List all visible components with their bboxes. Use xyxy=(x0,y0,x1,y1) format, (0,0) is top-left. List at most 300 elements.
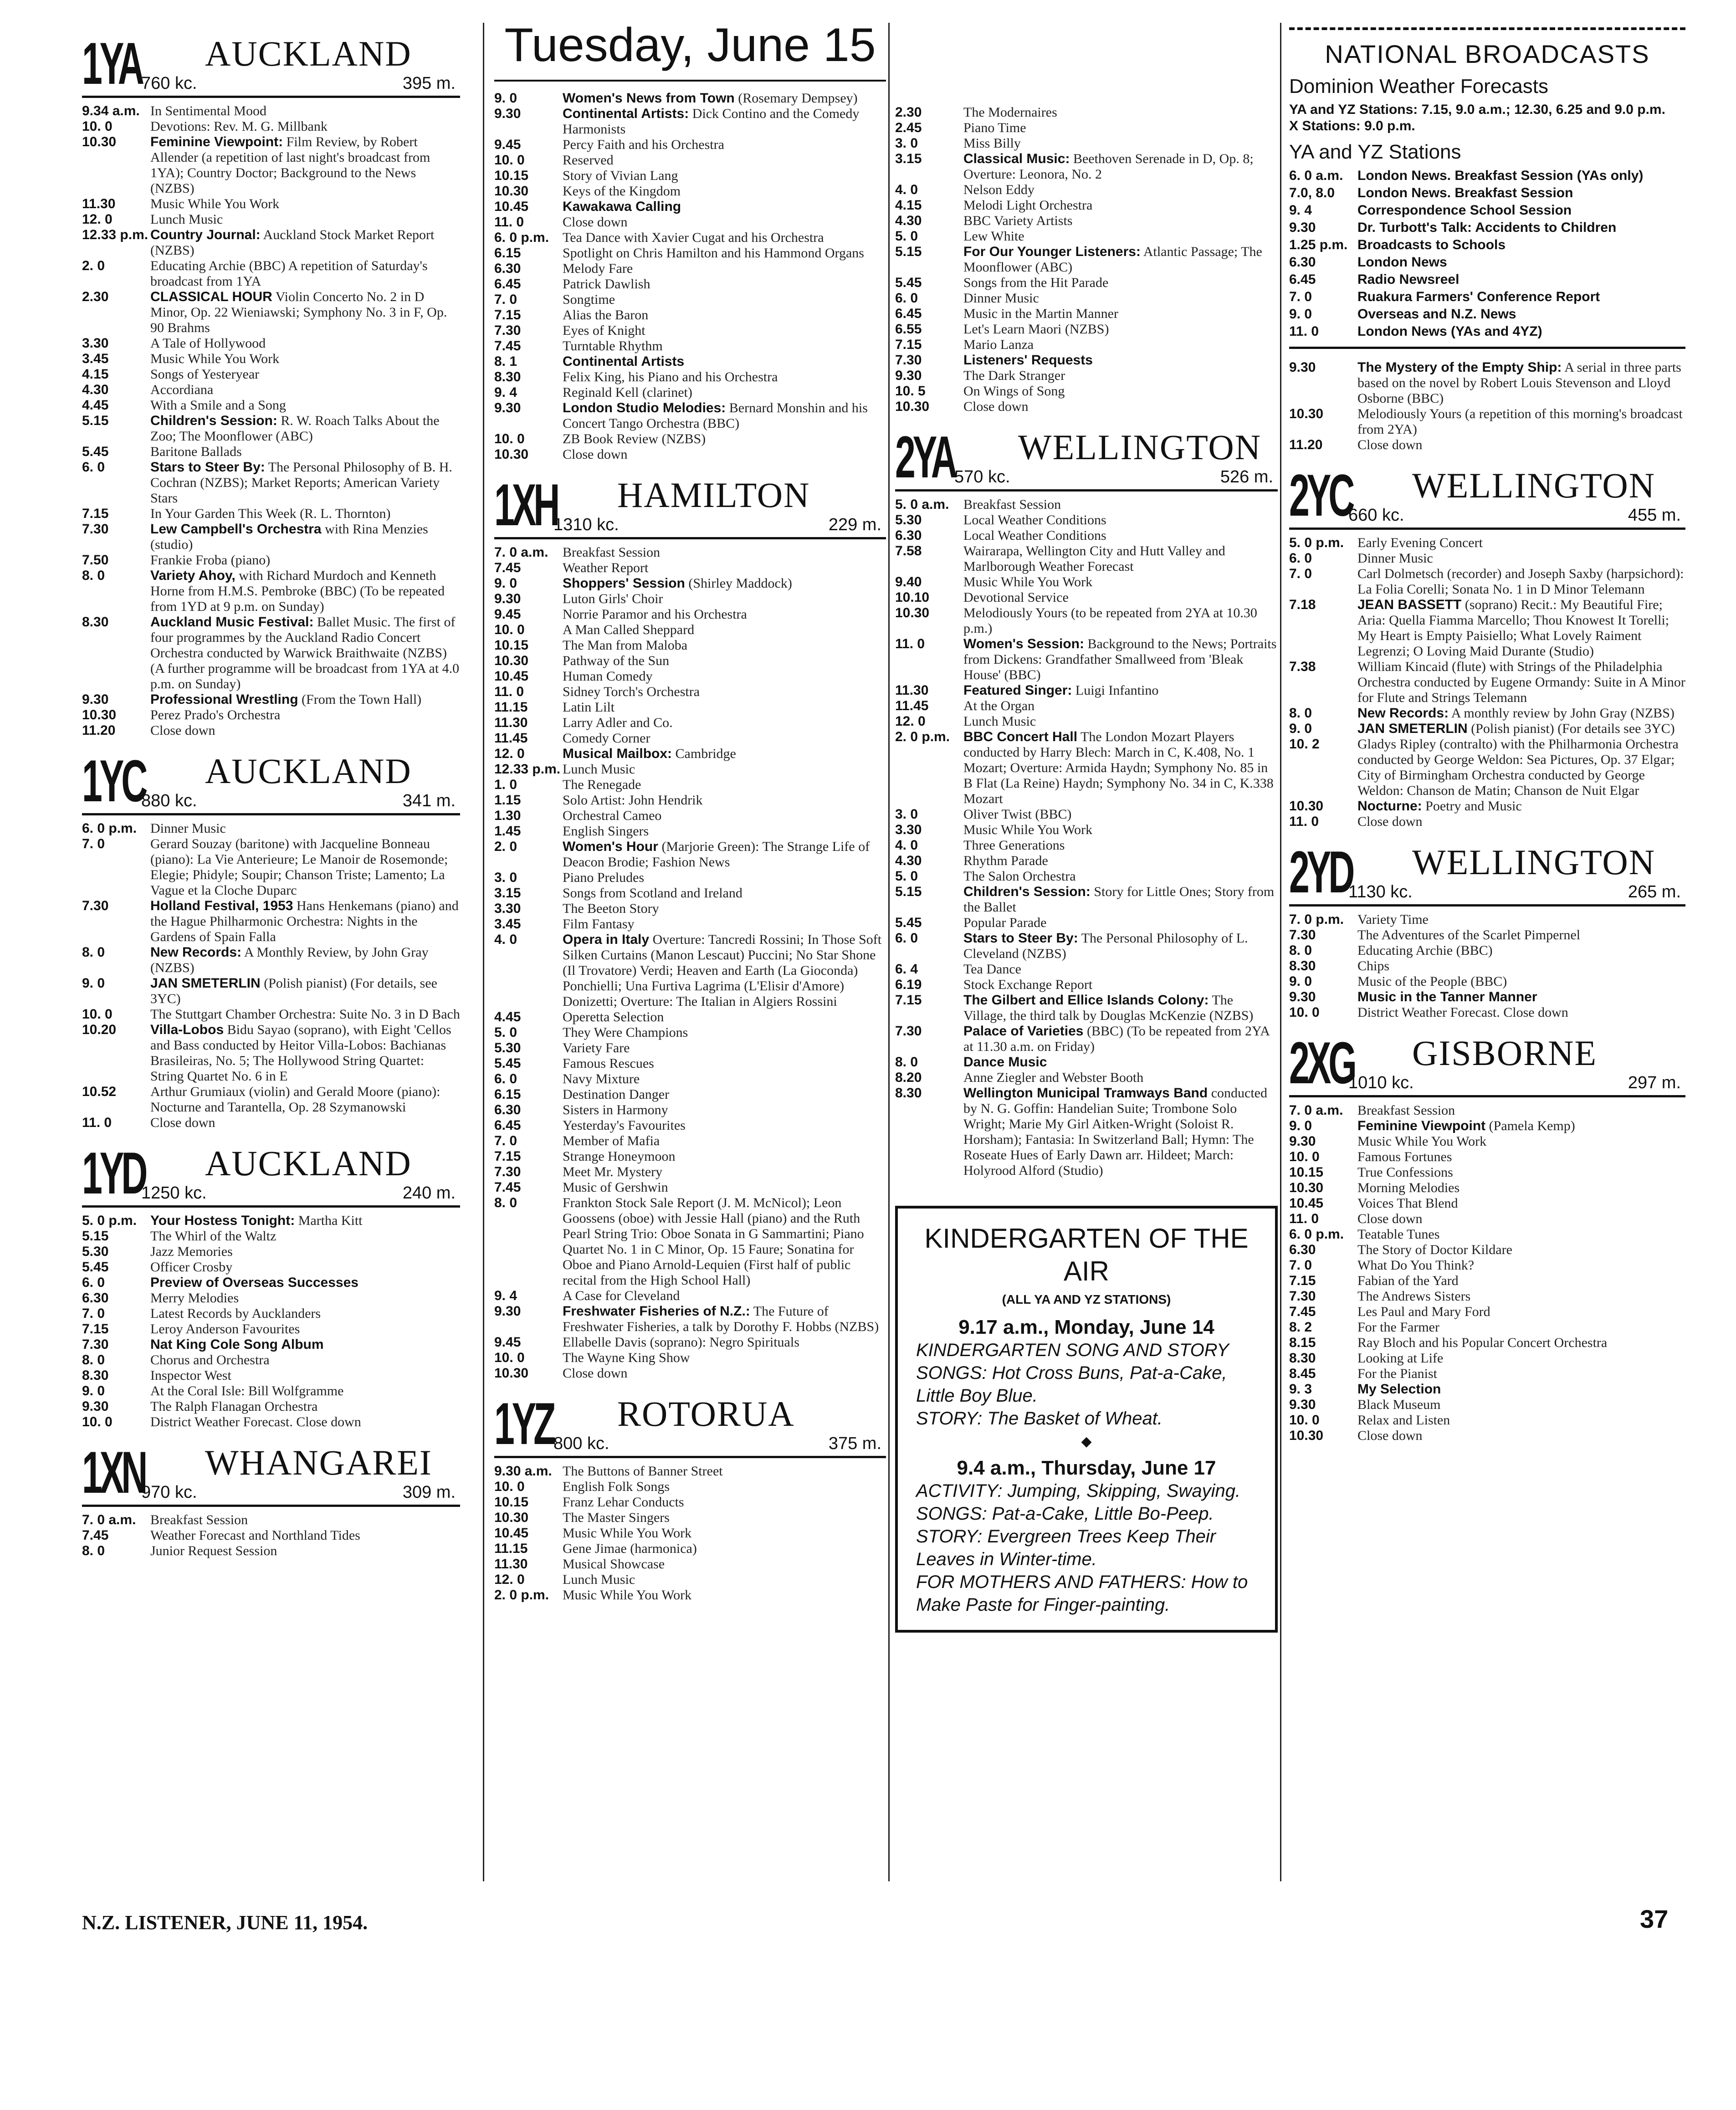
programme-details: (Shirley Maddock) xyxy=(688,576,792,591)
programme-details: The Andrews Sisters xyxy=(1357,1289,1471,1304)
programme-title: Villa-Lobos xyxy=(150,1022,224,1037)
programme-row xyxy=(895,151,1278,182)
programme-body xyxy=(963,1055,1278,1070)
programme-time: 7.45 xyxy=(494,338,521,353)
station-wavelength: 395 m. xyxy=(402,74,456,93)
programme-body xyxy=(1357,1413,1685,1428)
national-time: 7. 0 xyxy=(1289,289,1312,304)
programme-row xyxy=(494,338,886,354)
programme-details: Close down xyxy=(1357,437,1423,452)
programme-details: Breakfast Session xyxy=(963,497,1061,512)
programme-body xyxy=(563,385,886,400)
programme-body xyxy=(150,723,460,738)
programme-body xyxy=(563,560,886,576)
programme-row xyxy=(494,153,886,168)
programme-title: My Selection xyxy=(1357,1382,1441,1397)
programme-details: English Folk Songs xyxy=(563,1479,670,1494)
programme-details: The Stuttgart Chamber Orchestra: Suite No. 3 in D Bach xyxy=(150,1007,460,1022)
programme-time: 10. 0 xyxy=(82,1007,113,1022)
programme-row xyxy=(494,1164,886,1180)
programme-row xyxy=(82,723,460,738)
programme-time: 3. 0 xyxy=(895,807,918,822)
programme-body xyxy=(563,638,886,653)
national-desc: Correspondence School Session xyxy=(1357,203,1572,218)
programme-time: 1.45 xyxy=(494,824,521,839)
programme-time: 7.45 xyxy=(494,1180,521,1195)
programme-details: Breakfast Session xyxy=(150,1512,248,1527)
programme-body xyxy=(1357,1258,1685,1273)
programme-time: 6.45 xyxy=(895,306,922,321)
programme-row xyxy=(1289,406,1685,437)
programme-details: with Rina Menzies (studio) xyxy=(150,522,428,552)
programme-row xyxy=(82,1414,460,1430)
programme-time: 9. 0 xyxy=(494,91,517,106)
programme-body xyxy=(563,277,886,292)
station-callsign: 1XH xyxy=(494,471,558,538)
programme-row xyxy=(494,385,886,400)
programme-row xyxy=(1289,1196,1685,1211)
station-callsign: 2YC xyxy=(1289,462,1352,528)
column-rule xyxy=(483,23,484,1881)
programme-row xyxy=(895,1070,1278,1086)
programme-title: Stars to Steer By: xyxy=(150,460,265,475)
programme-body xyxy=(563,762,886,777)
programme-details: The Adventures of the Scarlet Pimpernel xyxy=(1357,927,1581,942)
programme-body xyxy=(563,106,886,137)
programme-body xyxy=(563,545,886,560)
station-frequency: 800 kc. xyxy=(553,1434,609,1453)
programme-time: 9.30 xyxy=(895,368,922,383)
programme-body xyxy=(1357,1005,1685,1020)
programme-body xyxy=(563,839,886,870)
programme-details: Comedy Corner xyxy=(563,731,650,746)
station-header xyxy=(1289,1031,1685,1097)
programme-row xyxy=(494,1056,886,1071)
programme-body xyxy=(150,119,460,134)
station-header xyxy=(82,1142,460,1208)
programme-row xyxy=(82,568,460,615)
programme-body xyxy=(1357,1351,1685,1366)
programme-time: 8. 0 xyxy=(895,1055,918,1070)
programme-details: Rhythm Parade xyxy=(963,853,1048,868)
programme-body xyxy=(1357,1242,1685,1258)
programme-title: Nat King Cole Song Album xyxy=(150,1337,324,1352)
programme-title: Listeners' Requests xyxy=(963,353,1093,368)
programme-details: A monthly review by John Gray (NZBS) xyxy=(1451,706,1675,721)
programme-row xyxy=(82,258,460,289)
diamond-icon: ◆ xyxy=(1081,1434,1092,1449)
programme-body xyxy=(150,1213,460,1229)
weather-line: YA and YZ Stations: 7.15, 9.0 a.m.; 12.30, 6.25 and 9.0 p.m. xyxy=(1289,102,1665,117)
programme-time: 11.30 xyxy=(895,683,929,698)
programme-details: Fabian of the Yard xyxy=(1357,1273,1459,1288)
programme-time: 8.45 xyxy=(1289,1366,1316,1381)
programme-body xyxy=(150,444,460,460)
programme-time: 7.30 xyxy=(82,1337,109,1352)
programme-body xyxy=(1357,1428,1685,1444)
programme-row xyxy=(1289,1397,1685,1413)
programme-row xyxy=(82,336,460,351)
programme-row xyxy=(494,886,886,901)
programme-body xyxy=(1357,989,1685,1005)
national-item xyxy=(1289,323,1685,340)
programme-body xyxy=(563,215,886,230)
programme-body xyxy=(963,729,1278,807)
programme-row xyxy=(494,106,886,137)
programme-time: 6. 4 xyxy=(895,962,918,977)
station-block xyxy=(1289,840,1685,1020)
programme-row xyxy=(895,337,1278,353)
national-broadcasts-box xyxy=(1289,27,1685,349)
programme-row xyxy=(82,289,460,336)
programme-row xyxy=(82,227,460,258)
programme-row xyxy=(1289,974,1685,989)
station-block xyxy=(895,425,1278,1178)
programme-row xyxy=(82,506,460,522)
programme-time: 10. 0 xyxy=(494,622,525,637)
programme-details: Music While You Work xyxy=(563,1526,692,1541)
programme-body xyxy=(563,246,886,261)
programme-time: 5. 0 p.m. xyxy=(82,1213,137,1228)
programme-body xyxy=(1357,1304,1685,1320)
programme-time: 7. 0 xyxy=(1289,1258,1312,1273)
programme-body xyxy=(963,590,1278,605)
programme-row xyxy=(82,898,460,945)
programme-row xyxy=(82,1291,460,1306)
programme-row xyxy=(1289,1351,1685,1366)
programme-details: Martha Kitt xyxy=(298,1213,363,1228)
programme-details: Music While You Work xyxy=(150,351,280,366)
programme-title: Women's Session: xyxy=(963,636,1084,651)
programme-body xyxy=(963,399,1278,415)
programme-row xyxy=(1289,566,1685,597)
programme-time: 7.30 xyxy=(1289,1289,1316,1304)
national-item xyxy=(1289,288,1685,306)
programme-body xyxy=(150,460,460,506)
national-item xyxy=(1289,306,1685,323)
programme-title: Featured Singer: xyxy=(963,683,1072,698)
programme-body xyxy=(150,351,460,367)
programme-row xyxy=(82,1383,460,1399)
programme-row xyxy=(1289,1335,1685,1351)
programme-title: The Gilbert and Ellice Islands Colony: xyxy=(963,993,1209,1008)
programme-details: The Buttons of Banner Street xyxy=(563,1464,723,1479)
programme-title: London Studio Melodies: xyxy=(563,400,726,415)
programme-row xyxy=(895,853,1278,869)
programme-body xyxy=(563,261,886,277)
programme-details: The Story of Doctor Kildare xyxy=(1357,1242,1512,1257)
programme-title: The Mystery of the Empty Ship: xyxy=(1357,360,1562,375)
programme-row xyxy=(494,1180,886,1195)
programme-row xyxy=(895,275,1278,291)
programme-body xyxy=(150,1291,460,1306)
programme-body xyxy=(150,1399,460,1414)
programme-title: Lew Campbell's Orchestra xyxy=(150,522,322,537)
programme-body xyxy=(563,1366,886,1381)
programme-body xyxy=(1357,1273,1685,1289)
programme-time: 10.20 xyxy=(82,1022,117,1037)
programme-time: 6.30 xyxy=(1289,1242,1316,1257)
programme-time: 11. 0 xyxy=(895,636,925,651)
station-frequency: 760 kc. xyxy=(141,74,197,93)
programme-details: Music While You Work xyxy=(963,574,1093,589)
programme-body xyxy=(963,182,1278,198)
programme-details: conducted by N. G. Goffin: Handelian Suite; Trombone Solo Wright; Marie My Girl Aitken-Wright (Soloist R. Horsham); Fantasia: In Switzerland Ball; Hymn: The Roseate Hues of Early Dawn arr. Hildeet; March: Holyrood Alford (Studio) xyxy=(963,1086,1267,1178)
programme-row xyxy=(494,638,886,653)
programme-time: 5.15 xyxy=(82,1229,109,1244)
programme-time: 6.45 xyxy=(494,277,521,292)
programme-row xyxy=(1289,1413,1685,1428)
programme-body xyxy=(563,199,886,215)
programme-row xyxy=(82,1337,460,1352)
programme-details: Pathway of the Sun xyxy=(563,653,670,668)
programme-time: 9. 0 xyxy=(1289,721,1312,736)
programme-details: Ellabelle Davis (soprano): Negro Spirituals xyxy=(563,1335,799,1350)
programme-details: (BBC) (To be repeated from 2YA at 11.30 a.m. on Friday) xyxy=(963,1024,1270,1054)
programme-time: 11.30 xyxy=(494,1557,528,1572)
programme-time: 9.30 xyxy=(82,1399,109,1414)
programme-body xyxy=(563,1510,886,1526)
programme-time: 7.30 xyxy=(1289,927,1316,942)
programme-title: New Records: xyxy=(150,945,242,960)
programme-title: Wellington Municipal Tramways Band xyxy=(963,1086,1208,1101)
programme-row xyxy=(895,543,1278,574)
programme-details: Early Evening Concert xyxy=(1357,535,1483,550)
programme-details: Gerard Souzay (baritone) with Jacqueline Bonneau (piano): La Vie Anterieure; Le Manoir de Rosemonde; Elegie; Phidyle; Soupir; Chanson Triste; Lamento; La Vague et la Cloche Duparc xyxy=(150,836,448,898)
programme-row xyxy=(1289,1005,1685,1020)
programme-details: (soprano) Recit.: My Beautiful Fire; Aria: Quella Fiamma Marcello; Thou Knowest It Torelli; My Heart is Empty Paisiello; What Lovely Raiment Legrenzi; O Loving Maid Durante (Studio) xyxy=(1357,597,1669,659)
kindergarten-line: STORY: The Basket of Wheat. xyxy=(916,1408,1162,1429)
programme-details: At the Coral Isle: Bill Wolfgramme xyxy=(150,1383,344,1398)
programme-row xyxy=(494,431,886,447)
programme-time: 10.30 xyxy=(494,184,529,199)
programme-body xyxy=(150,196,460,212)
programme-time: 11. 0 xyxy=(1289,1211,1319,1226)
programme-details: (Polish pianist) (For details, see 3YC) xyxy=(150,976,437,1006)
programme-details: Three Generations xyxy=(963,838,1065,853)
programme-row xyxy=(494,215,886,230)
programme-details: In Sentimental Mood xyxy=(150,103,266,118)
programme-row xyxy=(1289,1428,1685,1444)
programme-details: Melodi Light Orchestra xyxy=(963,198,1093,213)
programme-time: 9. 0 xyxy=(82,976,105,991)
programme-row xyxy=(895,229,1278,244)
programme-body xyxy=(1357,814,1685,830)
programme-time: 9.34 a.m. xyxy=(82,103,140,118)
programme-row xyxy=(1289,1289,1685,1304)
programme-details: Meet Mr. Mystery xyxy=(563,1164,663,1179)
programme-row xyxy=(1289,1180,1685,1196)
station-header xyxy=(82,1441,460,1507)
programme-row xyxy=(1289,1134,1685,1149)
programme-body xyxy=(963,1086,1278,1178)
programme-details: Sisters in Harmony xyxy=(563,1102,668,1117)
programme-time: 10.15 xyxy=(1289,1165,1324,1180)
programme-details: Operetta Selection xyxy=(563,1009,664,1024)
programme-time: 5.15 xyxy=(895,884,922,899)
programme-details: Leroy Anderson Favourites xyxy=(150,1321,300,1337)
programme-row xyxy=(895,962,1278,977)
station-block xyxy=(494,473,886,1381)
programme-time: 3.15 xyxy=(895,151,922,166)
programme-details: The Renegade xyxy=(563,777,641,792)
national-broadcasts-title: NATIONAL BROADCASTS xyxy=(1325,40,1650,68)
programme-row xyxy=(494,1071,886,1087)
programme-details: R. W. Roach Talks About the Zoo; The Moonflower (ABC) xyxy=(150,413,440,444)
programme-body xyxy=(963,213,1278,229)
programme-row xyxy=(1289,1366,1685,1382)
station-callsign: 1YZ xyxy=(494,1390,553,1457)
programme-time: 6. 0 xyxy=(1289,551,1312,566)
station-name: AUCKLAND xyxy=(205,34,412,73)
programme-row xyxy=(494,1495,886,1510)
programme-details: Film Fantasy xyxy=(563,917,635,932)
national-item xyxy=(1289,236,1685,254)
programme-details: Dinner Music xyxy=(150,821,226,836)
programme-details: Breakfast Session xyxy=(563,545,661,560)
programme-row xyxy=(82,1352,460,1368)
programme-details: Close down xyxy=(150,1115,215,1130)
programme-title: Kawakawa Calling xyxy=(563,199,681,214)
programme-time: 4.15 xyxy=(895,198,922,213)
programme-time: 12.33 p.m. xyxy=(494,762,561,777)
programme-body xyxy=(563,886,886,901)
programme-time: 5.45 xyxy=(895,915,922,930)
programme-time: 10.30 xyxy=(494,447,529,462)
programme-row xyxy=(82,351,460,367)
programme-details: Nelson Eddy xyxy=(963,182,1034,197)
programme-time: 11.20 xyxy=(1289,437,1323,452)
programme-row xyxy=(82,1115,460,1131)
programme-details: Teatable Tunes xyxy=(1357,1227,1440,1242)
programme-row xyxy=(494,576,886,591)
programme-details: Wairarapa, Wellington City and Hutt Valley and Marlborough Weather Forecast xyxy=(963,543,1225,574)
programme-details: Poetry and Music xyxy=(1425,799,1522,814)
programme-body xyxy=(563,731,886,746)
programme-details: Arthur Grumiaux (violin) and Gerald Moore (piano): Nocturne and Tarantella, Op. 28 Szymanowski xyxy=(150,1084,440,1115)
station-name: WELLINGTON xyxy=(1018,427,1262,467)
programme-body xyxy=(563,777,886,793)
programme-row xyxy=(895,884,1278,915)
programme-time: 6.19 xyxy=(895,977,922,992)
programme-row xyxy=(494,230,886,246)
programme-time: 9. 4 xyxy=(494,385,517,400)
programme-body xyxy=(563,1464,886,1479)
station-name: WELLINGTON xyxy=(1412,466,1656,505)
programme-time: 8.30 xyxy=(82,615,109,630)
programme-body xyxy=(963,822,1278,838)
programme-body xyxy=(150,898,460,945)
programme-time: 7.30 xyxy=(895,1024,922,1039)
programme-time: 10.15 xyxy=(494,1495,529,1510)
programme-body xyxy=(963,384,1278,399)
programme-details: Lunch Music xyxy=(963,714,1036,729)
station-frequency: 1130 kc. xyxy=(1348,882,1413,901)
programme-body xyxy=(563,1479,886,1495)
programme-title: Nocturne: xyxy=(1357,799,1422,814)
programme-body xyxy=(963,931,1278,962)
programme-row xyxy=(494,1350,886,1366)
programme-row xyxy=(82,1244,460,1260)
programme-details: Local Weather Conditions xyxy=(963,512,1106,528)
programme-details: Close down xyxy=(150,723,215,738)
programme-body xyxy=(563,153,886,168)
programme-body xyxy=(563,354,886,369)
national-item xyxy=(1289,167,1685,184)
programme-body xyxy=(150,1229,460,1244)
programme-body xyxy=(150,553,460,568)
programme-title: Professional Wrestling xyxy=(150,692,298,707)
programme-time: 2. 0 xyxy=(494,839,517,854)
programme-details: (Marjorie Green): The Strange Life of Deacon Brodie; Fashion News xyxy=(563,839,870,870)
programme-row xyxy=(895,1055,1278,1070)
programme-body xyxy=(150,1115,460,1131)
programme-details: The Personal Philosophy of L. Cleveland (NZBS) xyxy=(963,931,1248,961)
programme-body xyxy=(150,289,460,336)
programme-details: Background to the News; Portraits from Dickens: Grandfather Smallweed from 'Bleak House' (BBC) xyxy=(963,636,1277,682)
programme-body xyxy=(150,258,460,289)
programme-body xyxy=(563,1025,886,1040)
programme-body xyxy=(563,447,886,462)
programme-row xyxy=(895,512,1278,528)
station-block xyxy=(82,32,460,738)
programme-row xyxy=(895,353,1278,368)
programme-row xyxy=(895,198,1278,213)
programme-details: with Richard Murdoch and Kenneth Horne from H.M.S. Pembroke (BBC) (To be repeated from 1YD at 9 p.m. on Sunday) xyxy=(150,568,445,614)
programme-row xyxy=(494,731,886,746)
programme-title: Shoppers' Session xyxy=(563,576,685,591)
programme-time: 2. 0 p.m. xyxy=(895,729,950,744)
programme-row xyxy=(895,306,1278,322)
programme-body xyxy=(563,1304,886,1335)
station-block xyxy=(1289,1031,1685,1444)
programme-time: 6. 0 xyxy=(895,931,918,946)
programme-time: 7.30 xyxy=(82,898,109,913)
programme-body xyxy=(963,528,1278,543)
programme-time: 10.30 xyxy=(1289,406,1324,421)
programme-time: 10.45 xyxy=(494,669,529,684)
programme-row xyxy=(1289,1149,1685,1165)
programme-row xyxy=(82,1512,460,1528)
weather-heading: Dominion Weather Forecasts xyxy=(1289,75,1548,97)
programme-time: 5.30 xyxy=(82,1244,109,1259)
programme-title: Your Hostess Tonight: xyxy=(150,1213,295,1228)
programme-row xyxy=(82,1528,460,1543)
programme-title: Stars to Steer By: xyxy=(963,931,1078,946)
programme-time: 9.30 xyxy=(494,591,521,606)
programme-time: 6.30 xyxy=(895,528,922,543)
programme-body xyxy=(150,134,460,196)
programme-body xyxy=(1357,1165,1685,1180)
magazine-footer: N.Z. LISTENER, JUNE 11, 1954. xyxy=(82,1911,368,1934)
national-time: 6.30 xyxy=(1289,255,1316,270)
station-wavelength: 455 m. xyxy=(1628,506,1681,525)
programme-row xyxy=(895,322,1278,337)
programme-body xyxy=(1357,1320,1685,1335)
programme-row xyxy=(82,945,460,976)
programme-time: 7.45 xyxy=(494,560,521,575)
column-1 xyxy=(82,32,460,1570)
programme-details: (Rosemary Dempsey) xyxy=(738,91,858,106)
programme-body xyxy=(563,168,886,184)
programme-time: 9.40 xyxy=(895,574,922,589)
national-desc: Radio Newsreel xyxy=(1357,272,1459,287)
programme-body xyxy=(963,807,1278,822)
station-frequency: 970 kc. xyxy=(141,1483,197,1502)
programme-time: 9. 0 xyxy=(82,1383,105,1398)
national-item xyxy=(1289,271,1685,288)
programme-details: Stock Exchange Report xyxy=(963,977,1093,992)
